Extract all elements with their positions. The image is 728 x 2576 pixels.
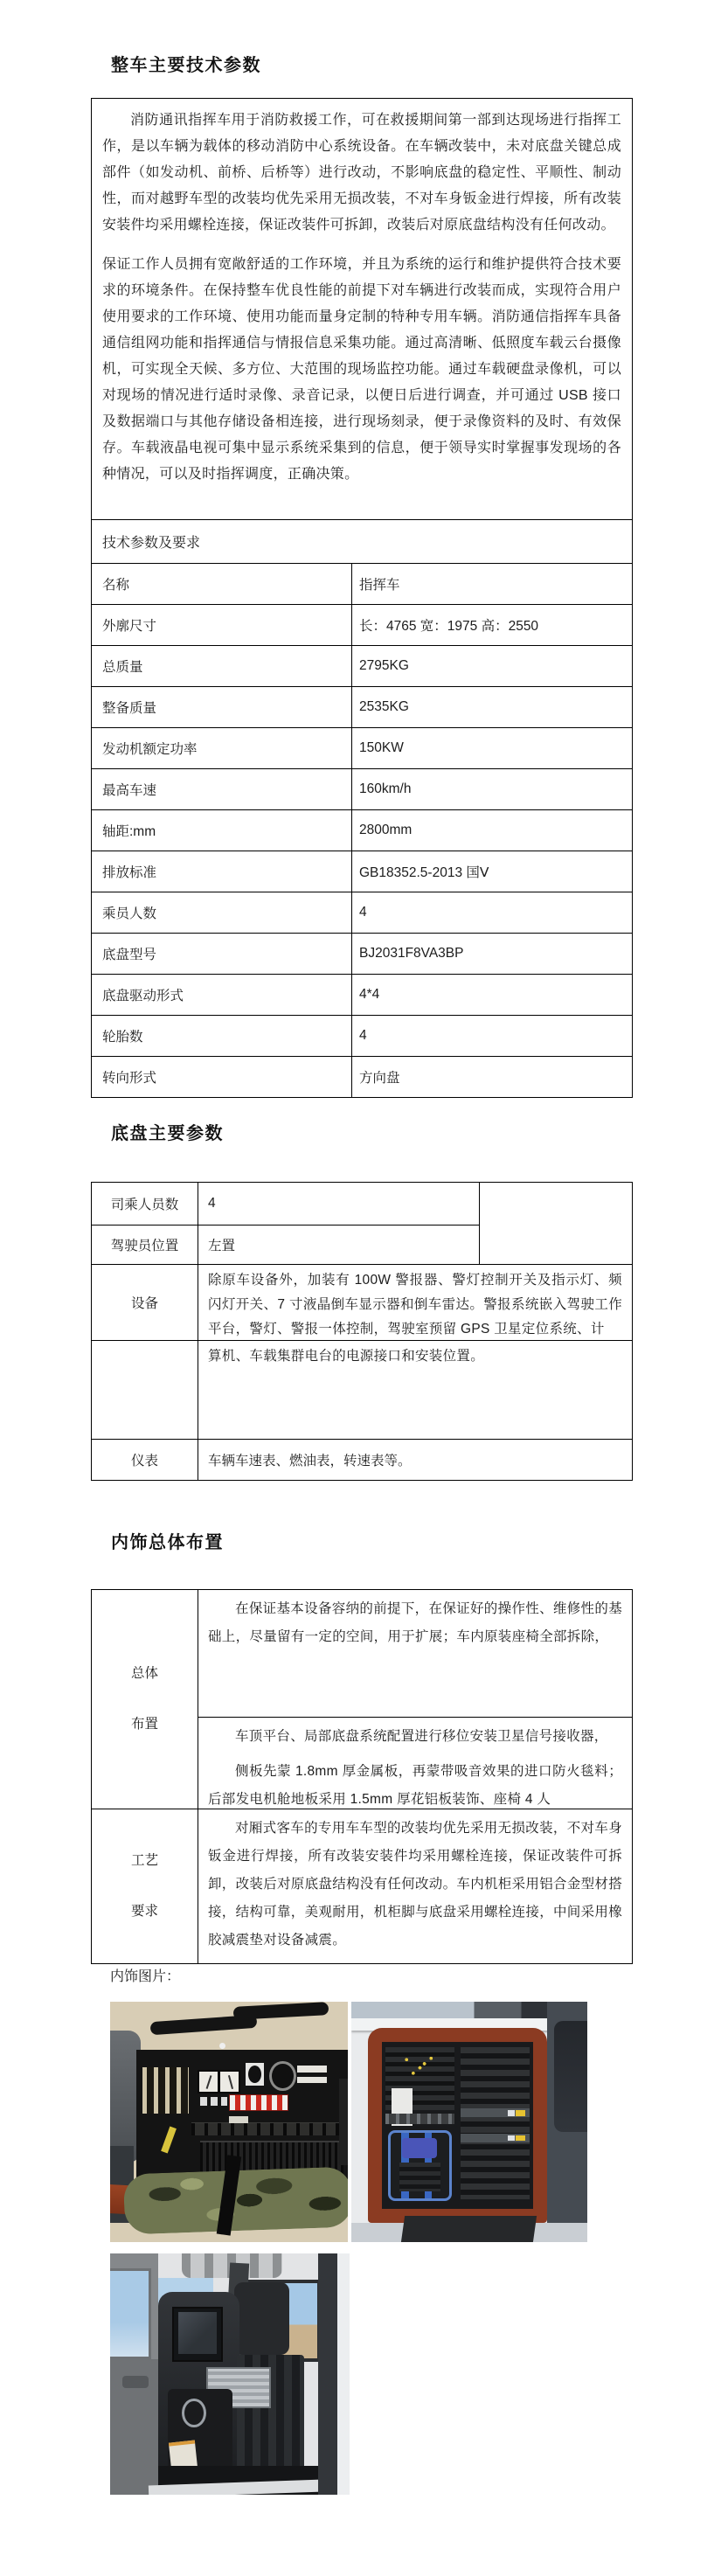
table-row xyxy=(92,604,632,645)
photo-detail xyxy=(248,2066,261,2083)
floor-mat xyxy=(401,2216,537,2242)
intro-paragraph-cell xyxy=(92,99,632,519)
param-value: 长：4765 宽：1975 高：2550 xyxy=(359,619,539,634)
table-row xyxy=(92,974,632,1015)
table-row xyxy=(92,645,632,686)
table-row xyxy=(92,686,632,727)
craft-label-line2: 要求 xyxy=(130,1904,158,1919)
circuit-breakers xyxy=(229,2094,288,2111)
photo-detail xyxy=(399,2163,440,2192)
analog-meter xyxy=(218,2070,240,2093)
rack-unit xyxy=(461,2108,530,2117)
param-label: 发动机额定功率 xyxy=(92,728,352,768)
param-value: 160km/h xyxy=(359,781,412,796)
intro-paragraph-2: 保证工作人员拥有宽敞舒适的工作环境，并且为系统的运行和维护提供符合技术要求的环境条件。在保持整车优良性能的前提下对车辆进行改装而成，实现符合用户使用要求的工作环境、使用功能而量身定制的特种专用车辆。消防通信指挥车具备通信组网功能和指挥通信与情报信息采集功能。通过高清晰、低照度车载云台摄像机，可实现全天候、多方位、大范围的现场监控功能。通过车载硬盘录像机，可以对现场的情况进行适时录像、录音记录，以便日后进行调查，并可通过 USB 接口及数据端口与其他存储设备相连接，进行现场刻录，便于录像资料的及时、有效保存。车载液晶电视可集中显示系统采集到的信息，便于领导实时掌握事发现场的各种情况，可以及时指挥调度，正确决策。 xyxy=(102,257,621,482)
param-value: 150KW xyxy=(359,740,404,755)
door-window xyxy=(110,2268,151,2360)
param-label: 名称 xyxy=(92,564,352,604)
monitor-screen xyxy=(178,2312,218,2354)
driver-position-label: 驾驶员位置 xyxy=(92,1225,198,1264)
panel-label xyxy=(297,2077,327,2083)
layout-paragraph-2: 车顶平台、局部底盘系统配置进行移位安装卫星信号接收器， xyxy=(235,1729,608,1744)
photo-detail xyxy=(228,2075,233,2089)
panel-label xyxy=(297,2066,327,2073)
empty-cell xyxy=(479,1183,632,1264)
param-value: 4 xyxy=(359,905,367,920)
rotary-switch xyxy=(246,2063,265,2086)
overall-layout-label xyxy=(92,1590,198,1809)
photo-detail xyxy=(339,2079,348,2165)
rack-cabinet-frame xyxy=(368,2028,547,2223)
instruments-value: 车辆车速表、燃油表，转速表等。 xyxy=(198,1439,632,1480)
param-label: 乘员人数 xyxy=(92,892,352,933)
connector-block xyxy=(142,2067,189,2114)
empty-label-cell xyxy=(92,1340,198,1439)
equipment-text: 除原车设备外，加装有 100W 警报器、警灯控制开关及指示灯、频闪灯开关、7 寸液晶倒车显示器和倒车雷达。警报系统嵌入驾驶工作平台，警灯、警报一体控制，驾驶室预留 GPS 卫星定位系统、计 xyxy=(198,1264,632,1340)
photo-detail xyxy=(508,2135,515,2142)
interior-photo-equipment-panel xyxy=(110,2002,348,2242)
tech-params-table xyxy=(91,98,633,1098)
photo-detail xyxy=(402,2138,437,2157)
param-label: 轮胎数 xyxy=(92,1016,352,1056)
table-row xyxy=(92,1056,632,1097)
param-label: 外廓尺寸 xyxy=(92,605,352,645)
craft-requirements-text xyxy=(198,1809,632,1963)
param-value: 指挥车 xyxy=(359,578,400,593)
param-value: 2800mm xyxy=(359,823,413,837)
overall-layout-label-line1: 总体 xyxy=(130,1666,158,1681)
param-label: 底盘型号 xyxy=(92,934,352,974)
seat-headrest xyxy=(234,2282,289,2355)
overall-layout-text-a xyxy=(198,1590,632,1717)
param-value: 4*4 xyxy=(359,987,380,1002)
chassis-params-table xyxy=(91,1182,633,1481)
param-label: 整备质量 xyxy=(92,687,352,727)
section-title-vehicle-params: 整车主要技术参数 xyxy=(111,56,261,75)
door-handle xyxy=(122,2376,149,2388)
param-value: GB18352.5-2013 国Ⅴ xyxy=(359,865,489,880)
crew-count-value: 4 xyxy=(198,1183,479,1225)
table-row xyxy=(92,563,632,604)
param-label: 最高车速 xyxy=(92,769,352,809)
driver-position-value: 左置 xyxy=(198,1225,479,1264)
analog-meter xyxy=(198,2070,219,2093)
rack-module xyxy=(385,2114,454,2123)
photo-detail xyxy=(516,2135,525,2142)
indicator-lights xyxy=(398,2052,443,2079)
layout-paragraph-1: 在保证基本设备容纳的前提下，在保证好的操作性、维修性的基础上，尽量留有一定的空间，用于扩展；车内原装座椅全部拆除， xyxy=(208,1601,622,1644)
param-label: 转向形式 xyxy=(92,1057,352,1097)
vehicle-window xyxy=(554,2021,587,2132)
instruments-label: 仪表 xyxy=(92,1439,198,1480)
equipment-text-continued: 算机、车载集群电台的电源接口和安装位置。 xyxy=(198,1340,632,1439)
param-value: 2795KG xyxy=(359,658,409,673)
rack-vent-panels xyxy=(461,2047,530,2199)
ceiling-vent xyxy=(233,2002,329,2020)
craft-paragraph: 对厢式客车的专用车车型的改装均优先采用无损改装，不对车身钣金进行焊接，所有改装安装件均采用螺栓连接，保证改装件可拆卸，改装后对原底盘结构没有任何改动。车内机柜采用铝合金型材搭接，结构可靠，美观耐用，机柜脚与底盘采用螺栓连接，中间采用橡胶减震垫对设备减震。 xyxy=(208,1821,623,1948)
rack-unit xyxy=(461,2134,530,2142)
bag-handle-ring xyxy=(182,2399,205,2427)
craft-label-line1: 工艺 xyxy=(130,1853,158,1868)
table-row xyxy=(92,768,632,809)
switch-row-panel xyxy=(191,2122,343,2136)
intro-paragraph-1: 消防通讯指挥车用于消防救援工作，可在救援期间第一部到达现场进行指挥工作，是以车辆为载体的移动消防中心系统设备。在车辆改装中，未对底盘关键总成部件（如发动机、前桥、后桥等）进行改动，不影响底盘的稳定性、平顺性、制动性，而对越野车型的改装均优先采用无损改装，不对车身钣金进行焊接，所有改装安装件均采用螺栓连接，保证改装件可拆卸，改装后对原底盘结构没有任何改动。 xyxy=(102,113,621,233)
param-value: 方向盘 xyxy=(359,1071,400,1086)
table-row xyxy=(92,851,632,892)
section-title-chassis-params: 底盘主要参数 xyxy=(111,1124,224,1143)
door-edge xyxy=(337,2253,350,2495)
crew-count-label: 司乘人员数 xyxy=(110,1198,179,1212)
interior-photos-label: 内饰图片： xyxy=(110,1969,181,1984)
layout-paragraph-3: 侧板先蒙 1.8mm 厚金属板，再蒙带吸音效果的进口防火毯料；后部发电机舱地板采用 1.5mm 厚花铝板装饰、座椅 4 人 xyxy=(208,1764,622,1807)
param-label: 总质量 xyxy=(92,646,352,686)
table-row xyxy=(92,809,632,851)
round-gauge xyxy=(269,2061,295,2091)
photo-detail xyxy=(508,2110,515,2116)
param-value: 2535KG xyxy=(359,699,409,714)
photo-detail xyxy=(219,2043,225,2049)
panel-label xyxy=(229,2116,248,2123)
table-row xyxy=(92,933,632,974)
photo-detail xyxy=(516,2110,525,2116)
photo-detail xyxy=(206,2075,212,2089)
param-label: 轴距:mm xyxy=(92,810,352,851)
table-row xyxy=(92,1015,632,1056)
equipment-cart xyxy=(388,2130,451,2200)
craft-requirements-label xyxy=(92,1809,198,1963)
param-label: 底盘驱动形式 xyxy=(92,975,352,1015)
overall-layout-text-b xyxy=(198,1717,632,1809)
interior-photo-equipment-rack xyxy=(351,2002,587,2242)
equipment-label: 设备 xyxy=(92,1264,198,1340)
headrest-monitor xyxy=(172,2307,223,2362)
interior-layout-table xyxy=(91,1589,633,1964)
param-value: BJ2031F8VA3BP xyxy=(359,946,464,961)
rack-cabinet-interior xyxy=(382,2042,532,2210)
param-label: 排放标准 xyxy=(92,851,352,892)
param-value: 4 xyxy=(359,1028,367,1043)
tech-table-header: 技术参数及要求 xyxy=(92,519,632,563)
panel-labels xyxy=(200,2097,227,2106)
door-panel-lower xyxy=(110,2359,158,2495)
table-row xyxy=(92,727,632,768)
overall-layout-label-line2: 布置 xyxy=(130,1717,158,1732)
interior-photo-cab-seats xyxy=(110,2253,350,2495)
section-title-interior-layout: 内饰总体布置 xyxy=(111,1533,224,1552)
table-row xyxy=(92,892,632,933)
